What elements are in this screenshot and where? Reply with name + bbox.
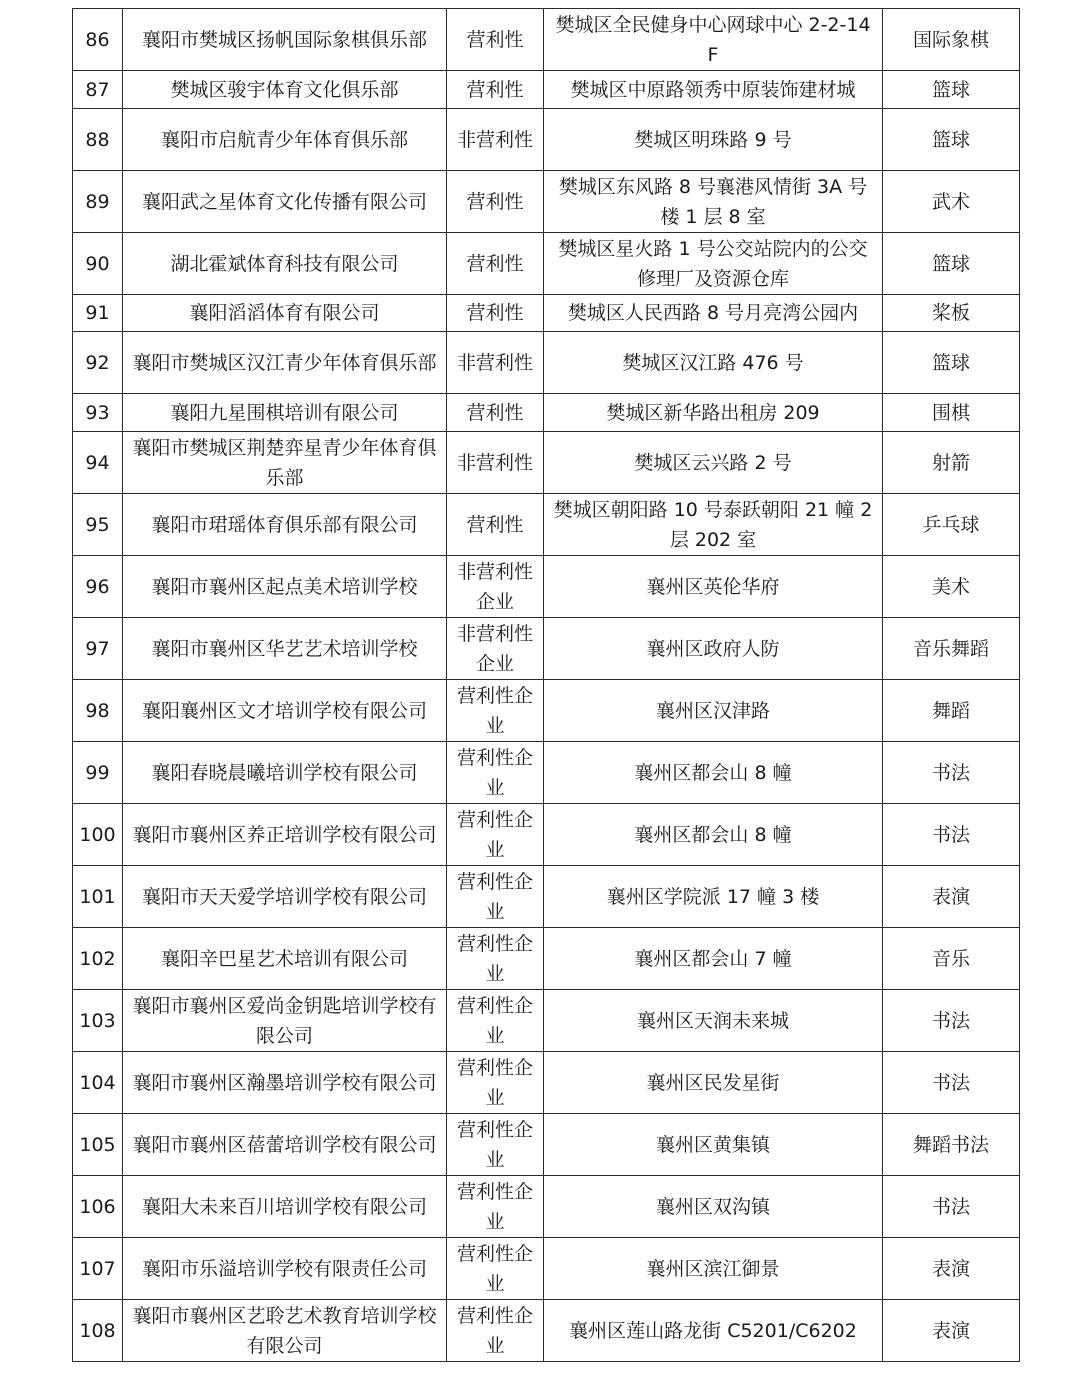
row-number-cell: 93 [73,394,123,432]
table-row [73,742,1020,804]
org-type-cell: 营利性 [447,9,544,71]
org-type-cell: 营利性企业 [447,1238,544,1300]
table-row [73,1114,1020,1176]
org-name-cell: 襄阳市襄州区爱尚金钥匙培训学校有限公司 [123,990,447,1052]
row-number-cell: 108 [73,1300,123,1362]
table-row [73,494,1020,556]
row-number-cell: 90 [73,233,123,295]
org-project-cell: 围棋 [883,394,1020,432]
org-project-cell: 乒乓球 [883,494,1020,556]
org-address-cell: 襄州区滨江御景 [544,1238,883,1300]
org-type-cell: 营利性 [447,394,544,432]
table-row [73,866,1020,928]
org-name-cell: 襄阳市乐溢培训学校有限责任公司 [123,1238,447,1300]
row-number-cell: 86 [73,9,123,71]
org-address-cell: 樊城区全民健身中心网球中心 2-2-14F [544,9,883,71]
org-project-cell: 篮球 [883,109,1020,171]
org-address-cell: 樊城区人民西路 8 号月亮湾公园内 [544,295,883,332]
org-project-cell: 舞蹈 [883,680,1020,742]
org-type-cell: 营利性企业 [447,804,544,866]
org-name-cell: 襄阳市襄州区养正培训学校有限公司 [123,804,447,866]
org-name-cell: 襄阳市襄州区华艺艺术培训学校 [123,618,447,680]
org-project-cell: 书法 [883,1052,1020,1114]
org-address-cell: 樊城区明珠路 9 号 [544,109,883,171]
org-name-cell: 襄阳滔滔体育有限公司 [123,295,447,332]
row-number-cell: 105 [73,1114,123,1176]
org-name-cell: 襄阳市樊城区荆楚弈星青少年体育俱乐部 [123,432,447,494]
row-number-cell: 94 [73,432,123,494]
org-name-cell: 襄阳襄州区文才培训学校有限公司 [123,680,447,742]
table-row [73,295,1020,332]
org-address-cell: 樊城区中原路领秀中原装饰建材城 [544,71,883,109]
row-number-cell: 102 [73,928,123,990]
row-number-cell: 99 [73,742,123,804]
org-project-cell: 射箭 [883,432,1020,494]
row-number-cell: 98 [73,680,123,742]
org-address-cell: 樊城区汉江路 476 号 [544,332,883,394]
table-row [73,171,1020,233]
org-project-cell: 篮球 [883,71,1020,109]
org-project-cell: 书法 [883,804,1020,866]
org-type-cell: 非营利性企业 [447,556,544,618]
org-type-cell: 营利性企业 [447,1114,544,1176]
org-project-cell: 书法 [883,742,1020,804]
org-name-cell: 襄阳市天天爱学培训学校有限公司 [123,866,447,928]
table-row [73,618,1020,680]
org-type-cell: 营利性企业 [447,1176,544,1238]
org-name-cell: 襄阳武之星体育文化传播有限公司 [123,171,447,233]
org-address-cell: 襄州区都会山 8 幢 [544,804,883,866]
org-address-cell: 襄州区莲山路龙街 C5201/C6202 [544,1300,883,1362]
table-row [73,9,1020,71]
table-row [73,109,1020,171]
registry-table-body [73,9,1020,1362]
org-address-cell: 樊城区新华路出租房 209 [544,394,883,432]
org-project-cell: 表演 [883,1300,1020,1362]
row-number-cell: 103 [73,990,123,1052]
org-name-cell: 湖北霍斌体育科技有限公司 [123,233,447,295]
row-number-cell: 97 [73,618,123,680]
org-address-cell: 襄州区学院派 17 幢 3 楼 [544,866,883,928]
org-type-cell: 营利性 [447,233,544,295]
org-project-cell: 武术 [883,171,1020,233]
org-type-cell: 营利性企业 [447,1300,544,1362]
table-row [73,556,1020,618]
org-name-cell: 襄阳市襄州区蓓蕾培训学校有限公司 [123,1114,447,1176]
org-type-cell: 非营利性企业 [447,618,544,680]
row-number-cell: 104 [73,1052,123,1114]
table-row [73,804,1020,866]
org-type-cell: 营利性企业 [447,866,544,928]
org-project-cell: 音乐 [883,928,1020,990]
org-address-cell: 樊城区朝阳路 10 号泰跃朝阳 21 幢 2 层 202 室 [544,494,883,556]
org-project-cell: 国际象棋 [883,9,1020,71]
org-name-cell: 樊城区骏宇体育文化俱乐部 [123,71,447,109]
row-number-cell: 91 [73,295,123,332]
org-type-cell: 非营利性 [447,332,544,394]
table-row [73,394,1020,432]
registry-table [72,8,1020,1362]
table-row [73,1238,1020,1300]
org-type-cell: 非营利性 [447,432,544,494]
org-address-cell: 襄州区都会山 7 幢 [544,928,883,990]
table-row [73,1300,1020,1362]
org-type-cell: 营利性 [447,171,544,233]
org-type-cell: 营利性企业 [447,928,544,990]
org-name-cell: 襄阳辛巴星艺术培训有限公司 [123,928,447,990]
row-number-cell: 89 [73,171,123,233]
row-number-cell: 100 [73,804,123,866]
row-number-cell: 106 [73,1176,123,1238]
org-address-cell: 襄州区双沟镇 [544,1176,883,1238]
row-number-cell: 87 [73,71,123,109]
org-project-cell: 书法 [883,1176,1020,1238]
org-name-cell: 襄阳市樊城区汉江青少年体育俱乐部 [123,332,447,394]
table-row [73,71,1020,109]
row-number-cell: 88 [73,109,123,171]
org-name-cell: 襄阳市启航青少年体育俱乐部 [123,109,447,171]
org-address-cell: 樊城区东风路 8 号襄港风情街 3A 号楼 1 层 8 室 [544,171,883,233]
row-number-cell: 95 [73,494,123,556]
org-address-cell: 樊城区星火路 1 号公交站院内的公交修理厂及资源仓库 [544,233,883,295]
table-row [73,1176,1020,1238]
table-row [73,928,1020,990]
org-address-cell: 襄州区英伦华府 [544,556,883,618]
table-row [73,680,1020,742]
row-number-cell: 96 [73,556,123,618]
org-address-cell: 襄州区民发星街 [544,1052,883,1114]
org-name-cell: 襄阳市襄州区瀚墨培训学校有限公司 [123,1052,447,1114]
org-project-cell: 表演 [883,1238,1020,1300]
org-type-cell: 非营利性 [447,109,544,171]
org-project-cell: 篮球 [883,233,1020,295]
org-project-cell: 美术 [883,556,1020,618]
org-type-cell: 营利性企业 [447,1052,544,1114]
org-address-cell: 襄州区政府人防 [544,618,883,680]
org-project-cell: 桨板 [883,295,1020,332]
org-project-cell: 书法 [883,990,1020,1052]
table-row [73,432,1020,494]
org-type-cell: 营利性企业 [447,742,544,804]
org-type-cell: 营利性 [447,295,544,332]
row-number-cell: 92 [73,332,123,394]
row-number-cell: 107 [73,1238,123,1300]
org-name-cell: 襄阳市樊城区扬帆国际象棋俱乐部 [123,9,447,71]
org-name-cell: 襄阳市襄州区起点美术培训学校 [123,556,447,618]
table-row [73,1052,1020,1114]
org-project-cell: 表演 [883,866,1020,928]
row-number-cell: 101 [73,866,123,928]
org-type-cell: 营利性企业 [447,990,544,1052]
org-project-cell: 舞蹈书法 [883,1114,1020,1176]
table-row [73,990,1020,1052]
table-row [73,233,1020,295]
org-name-cell: 襄阳春晓晨曦培训学校有限公司 [123,742,447,804]
org-address-cell: 襄州区汉津路 [544,680,883,742]
org-name-cell: 襄阳九星围棋培训有限公司 [123,394,447,432]
org-name-cell: 襄阳大未来百川培训学校有限公司 [123,1176,447,1238]
table-row [73,332,1020,394]
org-type-cell: 营利性 [447,494,544,556]
org-address-cell: 襄州区都会山 8 幢 [544,742,883,804]
org-project-cell: 音乐舞蹈 [883,618,1020,680]
org-address-cell: 襄州区天润未来城 [544,990,883,1052]
org-type-cell: 营利性企业 [447,680,544,742]
org-address-cell: 樊城区云兴路 2 号 [544,432,883,494]
org-name-cell: 襄阳市珺瑶体育俱乐部有限公司 [123,494,447,556]
org-type-cell: 营利性 [447,71,544,109]
org-address-cell: 襄州区黄集镇 [544,1114,883,1176]
org-name-cell: 襄阳市襄州区艺聆艺术教育培训学校有限公司 [123,1300,447,1362]
org-project-cell: 篮球 [883,332,1020,394]
